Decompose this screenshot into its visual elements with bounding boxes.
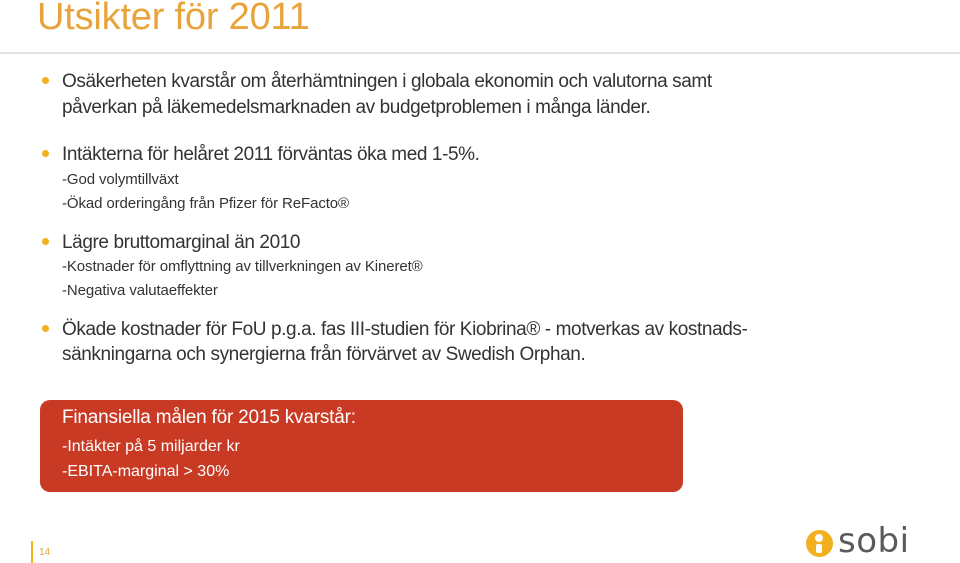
bullet-3-line-1: Lägre bruttomarginal än 2010 (62, 232, 301, 253)
bullet-dot-1 (42, 77, 49, 84)
sobi-logo-text: sobi (838, 521, 910, 561)
bullet-1-line-2: påverkan på läkemedelsmarknaden av budgetproblemen i många länder. (62, 97, 651, 118)
bullet-2-line-1: Intäkterna för helåret 2011 förväntas öka med 1-5%. (62, 144, 480, 165)
page-number: 14 (39, 547, 51, 558)
sobi-logo (806, 521, 926, 561)
bullet-4-line-1: Ökade kostnader för FoU p.g.a. fas III-studien för Kiobrina® - motverkas av kostnads- (62, 319, 748, 340)
callout-line-2: -EBITA-marginal > 30% (62, 463, 230, 480)
bullet-dot-3 (42, 238, 49, 245)
callout-heading: Finansiella målen för 2015 kvarstår: (62, 407, 356, 428)
bullet-1-line-1: Osäkerheten kvarstår om återhämtningen i globala ekonomin och valutorna samt (62, 71, 712, 92)
title-divider (0, 52, 960, 54)
bullet-3-sub-1: -Kostnader för omflyttning av tillverkningen av Kineret® (62, 258, 423, 275)
footer-accent-bar (31, 541, 33, 563)
slide-title: Utsikter för 2011 (37, 0, 310, 38)
callout-line-1: -Intäkter på 5 miljarder kr (62, 438, 240, 455)
bullet-2-sub-1: -God volymtillväxt (62, 171, 179, 188)
bullet-dot-4 (42, 325, 49, 332)
financial-goals-callout (40, 400, 683, 492)
bullet-4-line-2: sänkningarna och synergierna från förvärvet av Swedish Orphan. (62, 344, 586, 365)
bullet-2-sub-2: -Ökad orderingång från Pfizer för ReFacto® (62, 195, 349, 212)
sobi-logo-mark-icon (806, 530, 833, 557)
bullet-dot-2 (42, 150, 49, 157)
bullet-3-sub-2: -Negativa valutaeffekter (62, 282, 218, 299)
